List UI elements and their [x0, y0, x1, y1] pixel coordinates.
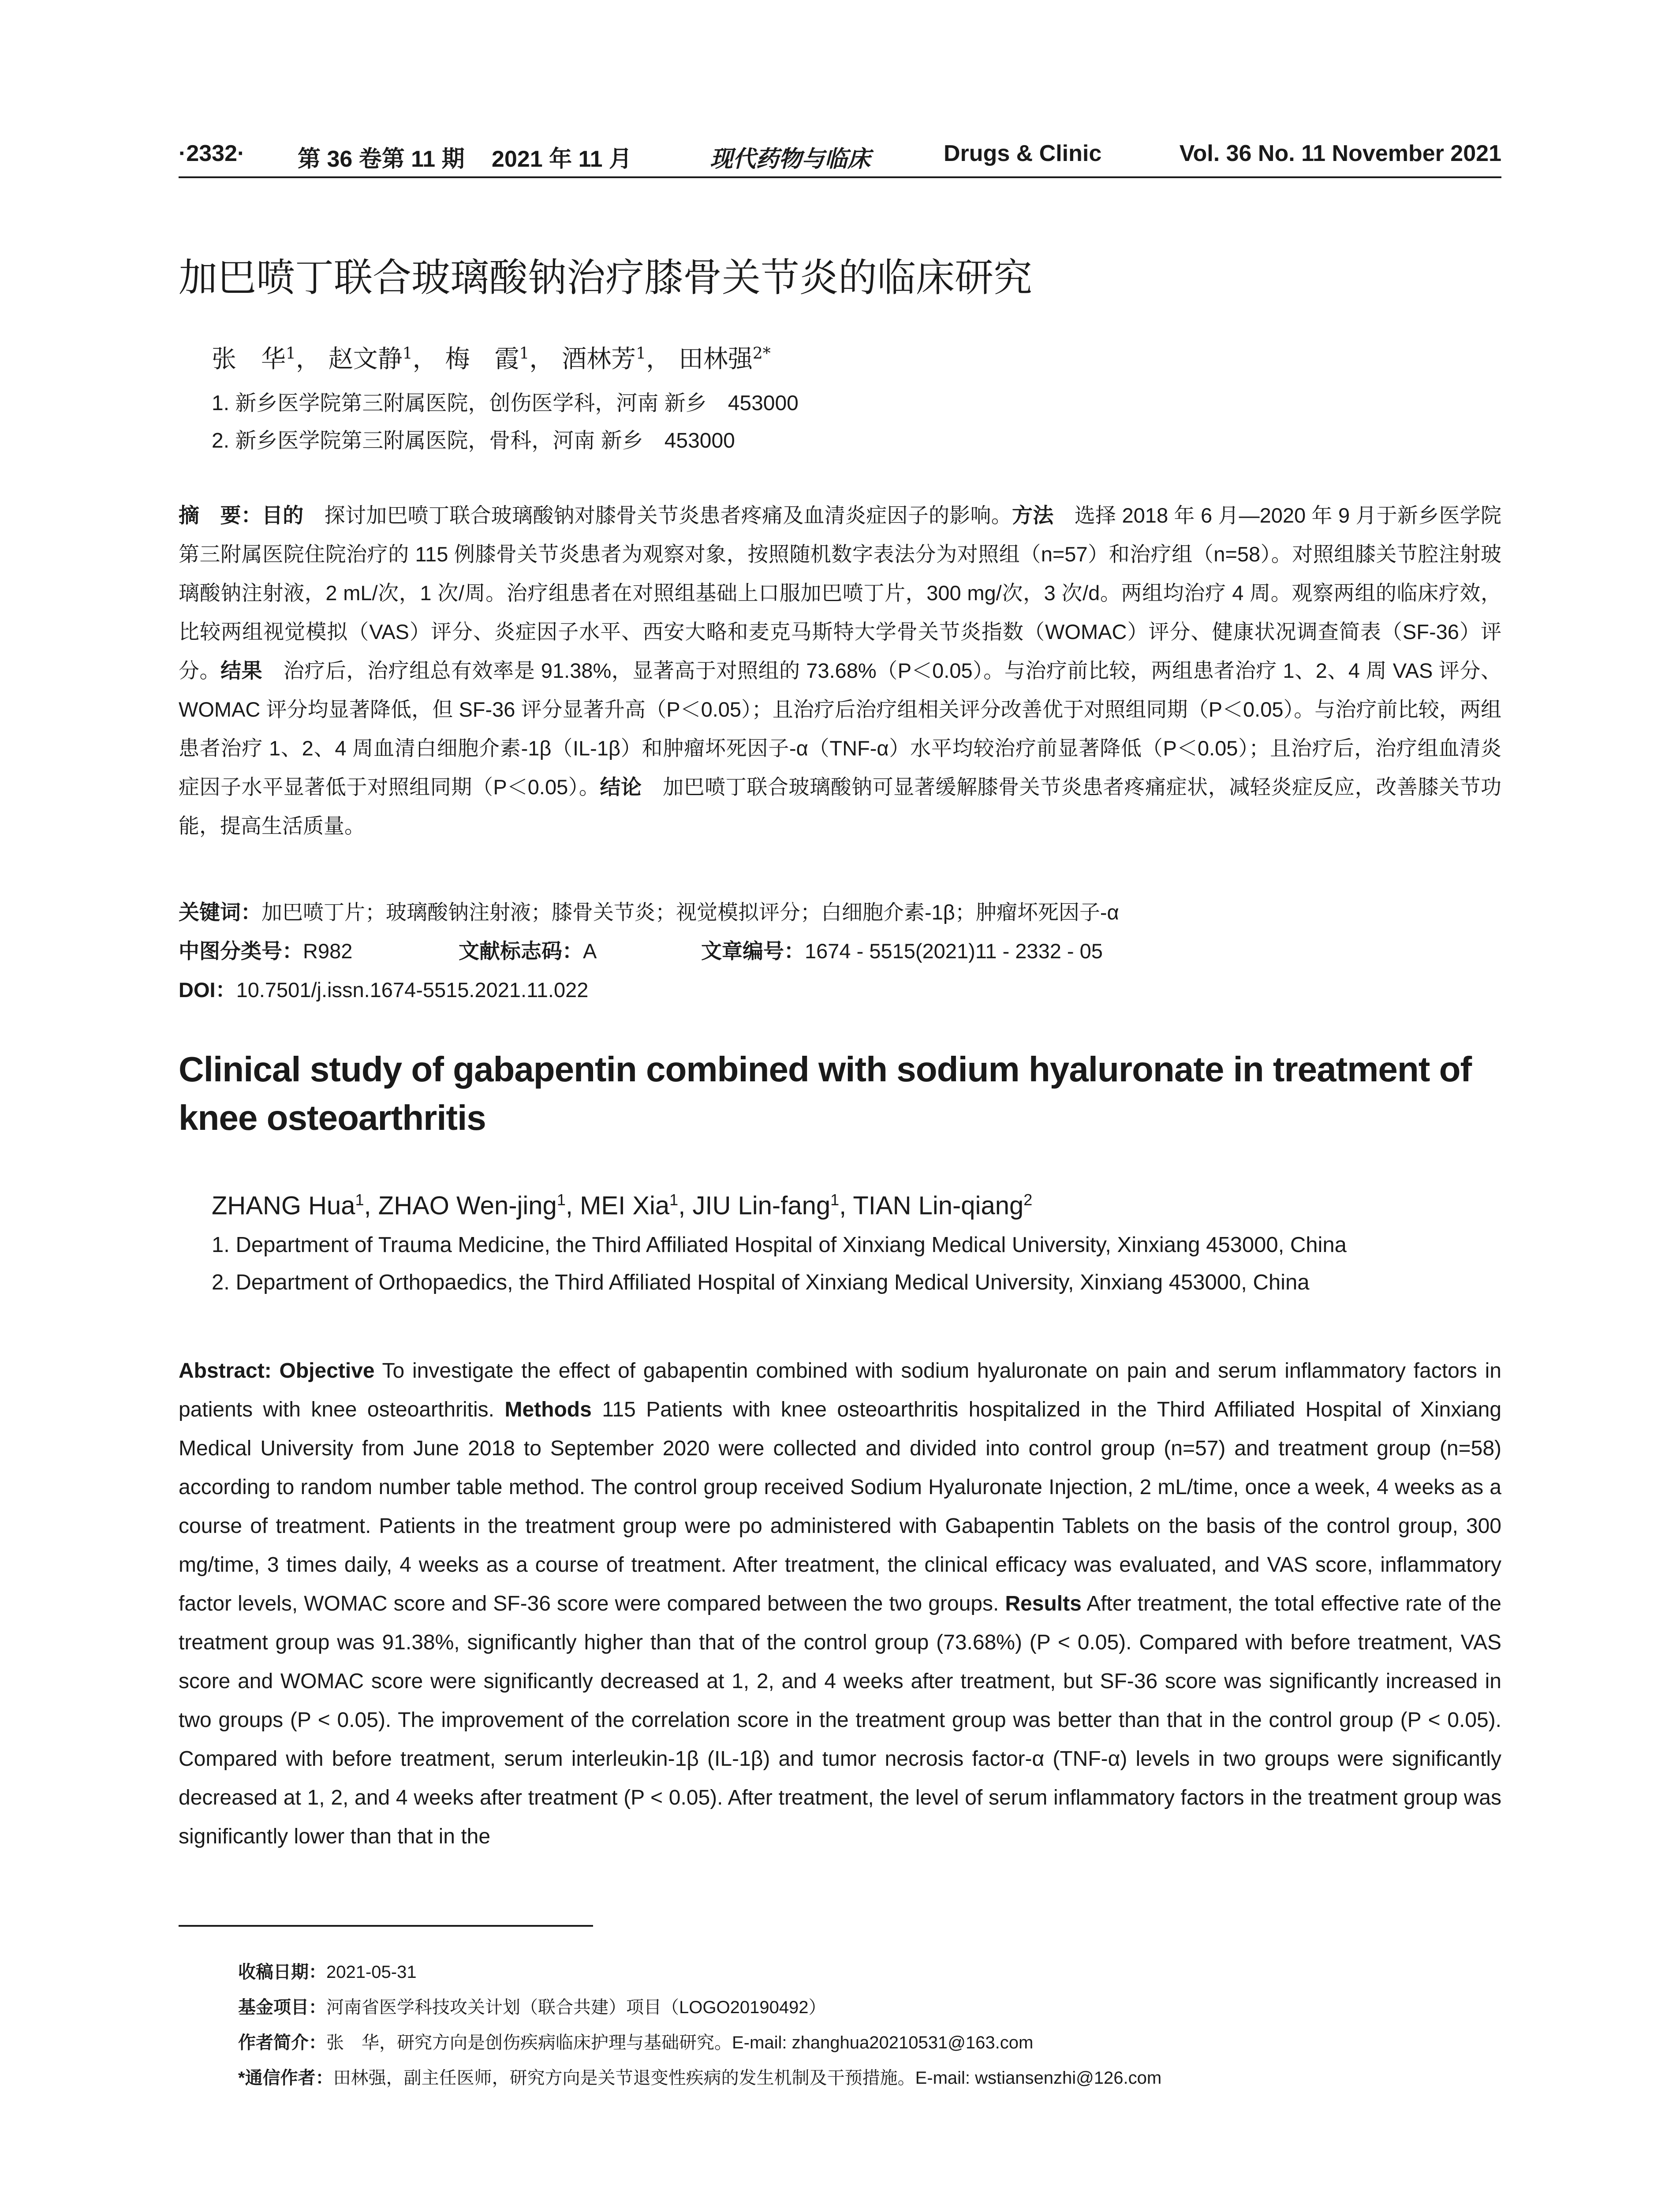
footnote-funding: 基金项目：河南省医学科技攻关计划（联合共建）项目（LOGO20190492） — [238, 1998, 826, 2017]
cn-author: 赵文静 — [328, 345, 403, 374]
header-journal-en: Drugs & Clinic — [944, 141, 1102, 166]
en-author: MEI Xia — [580, 1191, 670, 1220]
cn-affiliation-1: 1. 新乡医学院第三附属医院，创伤医学科，河南 新乡 453000 — [212, 392, 799, 415]
header-rule — [179, 176, 1501, 178]
chinese-authors: 张 华$^1$， 赵文静$^1$， 梅 霞$^1$， 酒林芳$^1$， 田林强$^{2*}$ — [212, 344, 771, 374]
en-abstract-label: Abstract: — [179, 1359, 272, 1383]
english-abstract: Abstract: Objective To investigate the effect of gabapentin combined with sodium hyaluronate on pain and serum inflammatory factors in patients with knee osteoarthritis. Methods 115 Patients with knee osteoarthritis hospitalized in the Third Affiliated Hospital of Xinxiang Medical University from June 2018 to September 2020 were collected and divided into control group (n=57) and treatment group (n=58) according to random number table method. The control group received Sodium Hyaluronate Injection, 2 mL/time, once a week, 4 weeks as a course of treatment. Patients in the treatment group were po administered with Gabapentin Tablets on the basis of the control group, 300 mg/time, 3 times daily, 4 weeks as a course of treatment. After treatment, the clinical efficacy was evaluated, and VAS score, inflammatory factor levels, WOMAC score and SF-36 score were compared between the two groups. Results After treatment, the total effective rate of the treatment group was 91.38%, significantly higher than that of the control group (73.68%) (P < 0.05). Compared with before treatment, VAS score and WOMAC score were significantly decreased at 1, 2, and 4 weeks after treatment, but SF-36 score was significantly increased in two groups (P < 0.05). The improvement of the correlation score in the treatment group was better than that in the control group (P < 0.05). Compared with before treatment, serum interleukin-1β (IL-1β) and tumor necrosis factor-α (TNF-α) levels in two groups were significantly decreased at 1, 2, and 4 weeks after treatment (P < 0.05). After treatment, the level of serum inflammatory factors in the treatment group was significantly lower than that in the — [179, 1359, 1501, 1848]
footnote-author-bio: 作者简介：张 华，研究方向是创伤疾病临床护理与基础研究。E-mail: zhanghua20210531@163.com — [238, 2033, 1034, 2052]
chinese-abstract: 摘 要：目的 探讨加巴喷丁联合玻璃酸钠对膝骨关节炎患者疼痛及血清炎症因子的影响。方法 选择 2018 年 6 月—2020 年 9 月于新乡医学院第三附属医院住院治疗的 115 例膝骨关节炎患者为观察对象，按照随机数字表法分为对照组（n=57）和治疗组（n=58）。对照组膝关节腔注射玻璃酸钠注射液，2 mL/次，1 次/周。治疗组患者在对照组基础上口服加巴喷丁片，300 mg/次，3 次/d。两组均治疗 4 周。观察两组的临床疗效，比较两组视觉模拟（VAS）评分、炎症因子水平、西安大略和麦克马斯特大学骨关节炎指数（WOMAC）评分、健康状况调查简表（SF-36）评分。结果 治疗后，治疗组总有效率是 91.38%，显著高于对照组的 73.68%（P＜0.05）。与治疗前比较，两组患者治疗 1、2、4 周 VAS 评分、WOMAC 评分均显著降低，但 SF-36 评分显著升高（P＜0.05）；且治疗后治疗组相关评分改善优于对照组同期（P＜0.05）。与治疗前比较，两组患者治疗 1、2、4 周血清白细胞介素-1β（IL-1β）和肿瘤坏死因子-α（TNF-α）水平均较治疗前显著降低（P＜0.05）；且治疗后，治疗组血清炎症因子水平显著低于对照组同期（P＜0.05）。结论 加巴喷丁联合玻璃酸钠可显著缓解膝骨关节炎患者疼痛症状，减轻炎症反应，改善膝关节功能，提高生活质量。 — [179, 504, 1502, 837]
cn-abstract-label: 摘 要： — [179, 504, 262, 527]
en-author: ZHANG Hua — [212, 1191, 355, 1220]
cn-author: 张 华 — [212, 345, 286, 374]
cn-classification: 中图分类号：R982 — [179, 939, 353, 963]
footnote-received: 收稿日期：2021-05-31 — [238, 1962, 417, 1982]
doi-line: DOI：10.7501/j.issn.1674-5515.2021.11.022 — [179, 978, 589, 1002]
footnote-corresponding: *通信作者：田林强，副主任医师，研究方向是关节退变性疾病的发生机制及干预措施。E-mail: wstiansenzhi@126.com — [238, 2068, 1162, 2088]
cn-author: 酒林芳 — [562, 345, 636, 374]
header-date-cn: 2021 年 11 月 — [492, 146, 632, 172]
header-issue-cn: 第 36 卷第 11 期 — [298, 146, 465, 172]
chinese-title: 加巴喷丁联合玻璃酸钠治疗膝骨关节炎的临床研究 — [179, 255, 1033, 300]
header-issue-en: Vol. 36 No. 11 November 2021 — [1179, 141, 1501, 166]
en-affiliation-1: 1. Department of Trauma Medicine, the Third Affiliated Hospital of Xinxiang Medical University, Xinxiang 453000, China — [212, 1233, 1347, 1257]
cn-article-number: 文章编号：1674 - 5515(2021)11 - 2332 - 05 — [701, 939, 1103, 963]
cn-affiliation-2: 2. 新乡医学院第三附属医院，骨科，河南 新乡 453000 — [212, 429, 735, 452]
cn-author: 梅 霞 — [445, 345, 519, 374]
english-authors: ZHANG Hua$^1$, ZHAO Wen-jing$^1$, MEI Xia$^1$, JIU Lin-fang$^1$, TIAN Lin-qiang$^2$ — [212, 1191, 1033, 1220]
cn-document-code: 文献标志码：A — [459, 939, 597, 963]
en-affiliation-2: 2. Department of Orthopaedics, the Third Affiliated Hospital of Xinxiang Medical University, Xinxiang 453000, China — [212, 1271, 1310, 1294]
english-title: Clinical study of gabapentin combined with sodium hyaluronate in treatment of knee osteoarthritis — [179, 1050, 1472, 1137]
header-journal-cn: 现代药物与临床 — [710, 146, 871, 172]
en-author: JIU Lin-fang — [692, 1191, 831, 1220]
en-author: TIAN Lin-qiang — [853, 1191, 1024, 1220]
en-author: ZHAO Wen-jing — [378, 1191, 557, 1220]
running-header — [179, 140, 1501, 176]
footnote-rule — [179, 1925, 593, 1927]
header-page-number: ·2332· — [179, 141, 245, 166]
cn-author: 田林强 — [678, 345, 753, 374]
cn-keywords: 关键词：加巴喷丁片；玻璃酸钠注射液；膝骨关节炎；视觉模拟评分；白细胞介素-1β；肿瘤坏死因子-α — [179, 901, 1119, 924]
